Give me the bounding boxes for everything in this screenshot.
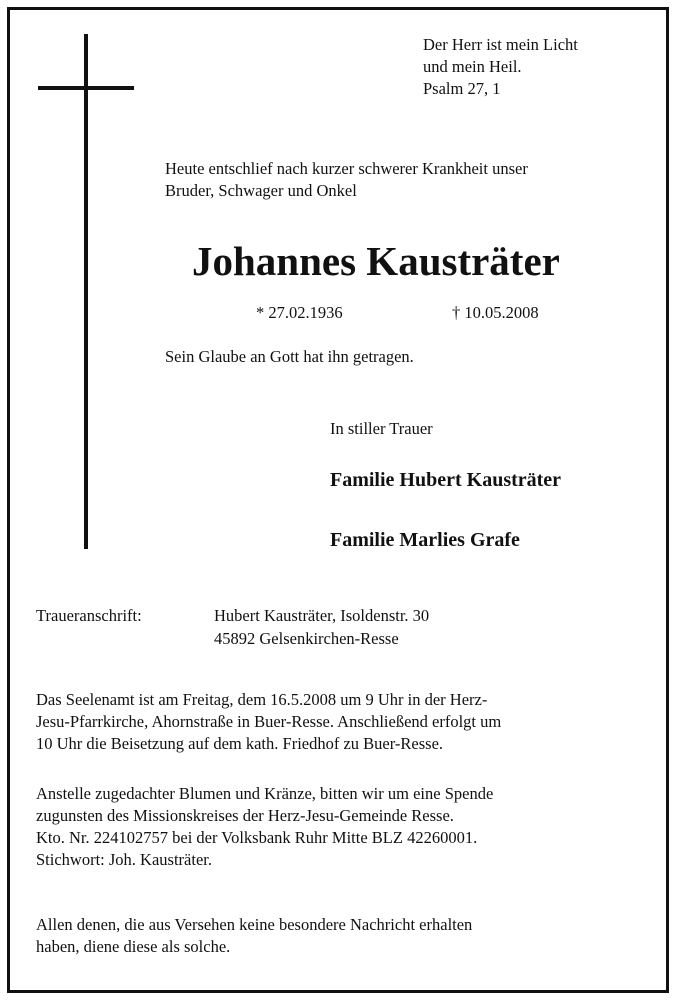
bible-verse-reference: Psalm 27, 1	[423, 79, 501, 98]
requiem-mass-line: Das Seelenamt ist am Freitag, dem 16.5.2008 um 9 Uhr in der Herz-	[36, 690, 488, 709]
requiem-mass-line: 10 Uhr die Beisetzung auf dem kath. Friedhof zu Buer-Resse.	[36, 734, 444, 753]
closing-note-line: haben, diene diese als solche.	[36, 937, 231, 956]
deceased-name: Johannes Kausträter	[192, 238, 560, 284]
announcement-line: Heute entschlief nach kurzer schwerer Krankheit unser	[165, 159, 528, 178]
mourning-address-line: 45892 Gelsenkirchen-Resse	[214, 629, 399, 648]
bible-verse-line: und mein Heil.	[423, 57, 522, 76]
death-date: † 10.05.2008	[452, 303, 539, 322]
mourning-heading: In stiller Trauer	[330, 419, 433, 438]
cross-icon-crossbar	[38, 86, 134, 90]
bible-verse-line: Der Herr ist mein Licht	[423, 35, 578, 54]
bible-verse	[423, 34, 578, 100]
cross-icon	[84, 34, 88, 549]
donation-line: Kto. Nr. 224102757 bei der Volksbank Ruhr Mitte BLZ 42260001.	[36, 828, 478, 847]
donation-request	[36, 783, 493, 871]
faith-statement: Sein Glaube an Gott hat ihn getragen.	[165, 347, 414, 366]
closing-note	[36, 914, 472, 958]
mourning-address-label: Traueranschrift:	[36, 606, 142, 625]
mourning-family: Familie Hubert Kausträter	[330, 469, 562, 491]
donation-line: Stichwort: Joh. Kausträter.	[36, 850, 212, 869]
donation-line: Anstelle zugedachter Blumen und Kränze, bitten wir um eine Spende	[36, 784, 494, 803]
birth-date: * 27.02.1936	[256, 303, 343, 322]
mourning-address-line: Hubert Kausträter, Isoldenstr. 30	[214, 606, 430, 625]
mourning-family: Familie Marlies Grafe	[330, 529, 520, 551]
announcement-line: Bruder, Schwager und Onkel	[165, 181, 357, 200]
closing-note-line: Allen denen, die aus Versehen keine besondere Nachricht erhalten	[36, 915, 473, 934]
requiem-mass-line: Jesu-Pfarrkirche, Ahornstraße in Buer-Resse. Anschließend erfolgt um	[36, 712, 502, 731]
announcement-text	[165, 158, 528, 202]
donation-line: zugunsten des Missionskreises der Herz-Jesu-Gemeinde Resse.	[36, 806, 454, 825]
requiem-mass-notice	[36, 689, 501, 755]
